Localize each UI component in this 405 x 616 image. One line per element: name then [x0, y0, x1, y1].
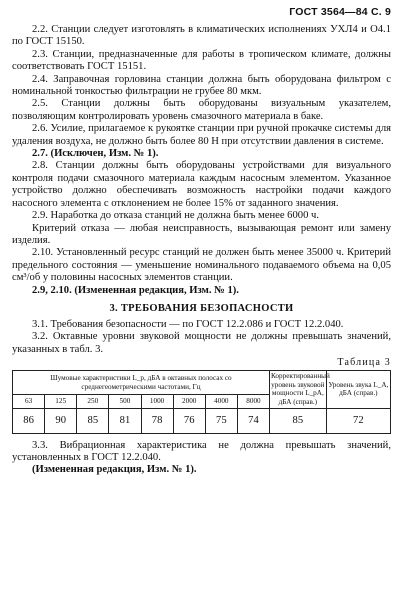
para-2-9: 2.9. Наработка до отказа станций не должна быть менее 6000 ч. [32, 210, 319, 222]
para-3-3: 3.3. Вибрационная характеристика не должна превышать значений, установленных в ГОСТ 12.2.040. [12, 439, 391, 463]
freq-cell: 8000 [237, 394, 269, 408]
para-2-5: 2.5. Станции должны быть оборудованы визуальным указателем, позволяющим контролировать уровень смазочного материала в баке. [12, 98, 391, 122]
freq-cell: 1000 [141, 394, 173, 408]
para-2-8: 2.8. Станции должны быть оборудованы устройствами для визуального контроля подачи смазочного материала каждым насосным элементом. Указанное устройство должно обеспечивать возможность настройки подачи каждого насосного элемента с отклонением не более 15% от заданного значения. [12, 160, 391, 209]
value-cell: 75 [205, 408, 237, 433]
corr-level-header: Корректированный уровень звуковой мощности L_pA, дБА (справ.) [270, 371, 327, 408]
para-amendment-note: 2.9, 2.10. (Измененная редакция, Изм. № 1). [32, 284, 239, 296]
para-2-4: 2.4. Заправочная горловина станции должна быть оборудована фильтром с номинальной тонкостью фильтрации не грубее 80 мкм. [12, 73, 391, 98]
value-cell: 86 [13, 408, 45, 433]
value-cell: 74 [237, 408, 269, 433]
section-title: 3. ТРЕБОВАНИЯ БЕЗОПАСНОСТИ [109, 302, 294, 314]
noise-table [12, 370, 391, 433]
value-cell: 78 [141, 408, 173, 433]
sound-level-value: 72 [326, 408, 390, 433]
amendment-note-2: (Измененная редакция, Изм. № 1). [32, 464, 197, 476]
para-2-7: 2.7. (Исключен, Изм. № 1). [32, 148, 159, 160]
freq-cell: 125 [45, 394, 77, 408]
para-2-10: 2.10. Установленный ресурс станций не должен быть менее 35000 ч. Критерий предельного состояния — уменьшение номинального подаваемого объема на 0,05 см³/об у половины насосных элементов станции. [12, 247, 391, 284]
para-2-2: 2.2. Станции следует изготовлять в климатических исполнениях УХЛ4 и О4.1 по ГОСТ 15150. [12, 24, 391, 48]
para-2-3: 2.3. Станции, предназначенные для работы в тропическом климате, должны соответствовать ГОСТ 15151. [12, 48, 391, 73]
para-failure-criterion: Критерий отказа — любая неисправность, вызывающая ремонт или замену изделия. [12, 222, 391, 246]
sound-level-header: Уровень звука L_A, дБА (справ.) [326, 371, 390, 408]
freq-cell: 4000 [205, 394, 237, 408]
freq-cell: 250 [77, 394, 109, 408]
para-3-2: 3.2. Октавные уровни звуковой мощности не должны превышать значений, указанных в табл. 3. [12, 331, 391, 355]
para-3-1: 3.1. Требования безопасности — по ГОСТ 12.2.086 и ГОСТ 12.2.040. [32, 318, 344, 330]
value-cell: 81 [109, 408, 141, 433]
freq-cell: 2000 [173, 394, 205, 408]
value-cell: 90 [45, 408, 77, 433]
freq-cell: 500 [109, 394, 141, 408]
corr-level-value: 85 [270, 408, 327, 433]
value-cell: 76 [173, 408, 205, 433]
value-cell: 85 [77, 408, 109, 433]
para-2-6: 2.6. Усилие, прилагаемое к рукоятке станции при ручной прокачке системы для удаления воздуха, не должно быть более 80 Н при отсутствии давления в системе. [12, 123, 391, 147]
freq-cell: 63 [13, 394, 45, 408]
page-header: ГОСТ 3564—84 С. 9 [289, 6, 391, 18]
table-row [13, 408, 391, 433]
group-header: Шумовые характеристики L_p, дБА в октавных полосах со среднегеометрическими частотами, Гц [13, 371, 270, 395]
page-body [12, 24, 391, 477]
table-caption: Таблица 3 [337, 357, 391, 369]
